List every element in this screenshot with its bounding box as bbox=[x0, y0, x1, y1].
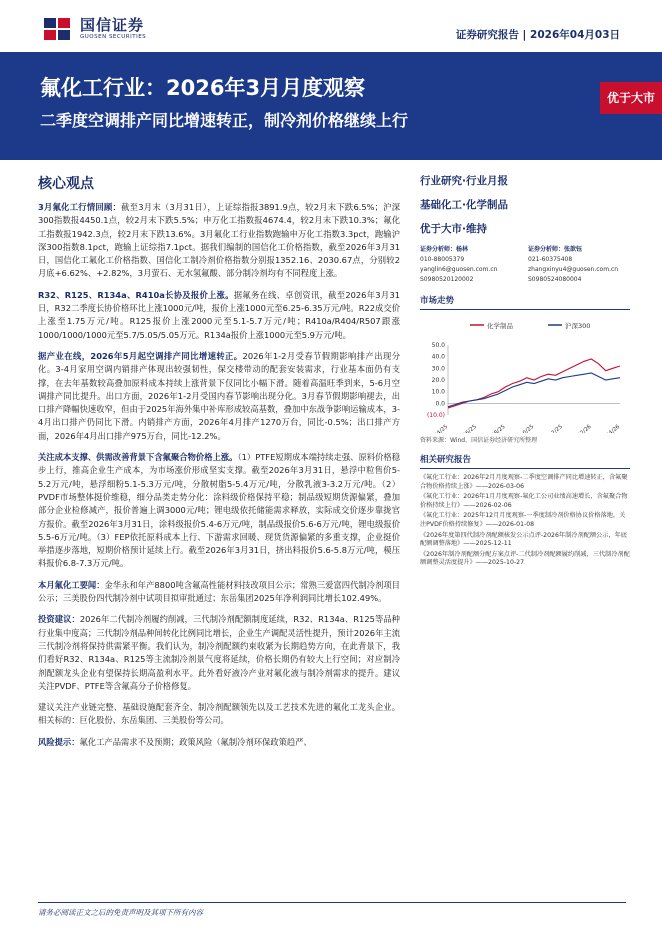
logo bbox=[44, 16, 146, 42]
paragraph-text: 截至3月末（3月31日），上证综指报3891.9点，较2月末下跌6.5%；沪深300指数报4450.1点，较2月末下跌5.5%；申万化工指数报4674.4，较2月末下跌10.3%；氟化工指数报1942.3点，较2月末下跌13.6%。3月氟化工行业指数跑输申万化工指数3.3pct，跑输沪深300指数8.1pct，跑输上证综指7.1pct。据我们编制的国信化工价格指数，截至2026年3月31日，国信化工氟化工价格指数、国信化工制冷剂价格指数分别报1352.16、2030.67点，分别较2月底+6.62%、+2.82%，3月萤石、无水氢氟酸、部分制冷剂均有不同程度上涨。 bbox=[38, 202, 400, 279]
x-tick-label: 06/25 bbox=[461, 423, 478, 433]
paragraph-text: 据氟务在线、卓创资讯，截至2026年3月31日，R32二季度长协价格环比上涨1000元/吨，报价上涨1000元至6.25-6.35万元/吨。R22成交价上涨至1.75万元/吨。R125报价上涨2000元至5.1-5.7万元/吨；R410a/R404/R507跟涨1000/1000/1000元至5.7/5.05/5.05万元。R134a报价上涨1000元至5.9万元/吨。 bbox=[38, 289, 401, 340]
y-tick-label: 40.0 bbox=[431, 353, 445, 361]
series-line-csi300 bbox=[448, 373, 620, 407]
paragraph-lead: R32、R125、R134a、R410a长协及报价上涨。 bbox=[38, 289, 234, 300]
page-title: 氟化工行业：2026年3月月度观察 bbox=[40, 76, 366, 100]
y-tick-label: 0.0 bbox=[435, 400, 445, 408]
related-report-item[interactable]: 《氟化工行业：2025年12月月度观察-一季度制冷剂价格协议价格落地，关注PVDF价格持续修复》——2026-01-08 bbox=[420, 512, 626, 528]
paragraph-lead: 关注成本支撑、供需改善背景下含氟聚合物价格上涨。 bbox=[38, 452, 238, 463]
paragraph-lead: 据产业在线，2026年5月起空调排产同比增速转正。 bbox=[38, 350, 243, 361]
analyst-name: 杨林 bbox=[456, 246, 469, 253]
footer-disclaimer: 请务必阅读正文之后的免责声明及其项下所有内容 bbox=[38, 908, 203, 917]
paragraph-text: 2026年二代制冷剂履约削减，三代制冷剂配额制度延续，R32、R134a、R125等品种行业集中度高；三代制冷剂品种间转化比例同比增长，企业生产调配灵活性提升，预计2026年主流三代制冷剂将保持供需紧平衡。我们认为，制冷剂配额约束收紧为长期趋势方向，在此背景下，我们看好R32、R134a、R125等主流制冷剂景气度将延续，价格长期仍有较大上行空间；对应制冷剂配额龙头企业有望保持长期高盈利水平。此外看好液冷产业对氟化液与制冷剂需求的提升。建议关注PVDF、PTFE等含氟高分子价格修复。 bbox=[38, 614, 400, 691]
report-date: 2026年04月03日 bbox=[530, 29, 620, 41]
market-chart bbox=[420, 315, 630, 433]
analyst-list bbox=[420, 245, 630, 285]
logo-en: GUOSEN SECURITIES bbox=[80, 34, 147, 40]
y-tick-label: 50.0 bbox=[431, 342, 445, 349]
analyst-name: 张歆钰 bbox=[564, 246, 583, 253]
analyst-cert: S0980520120002 bbox=[420, 276, 474, 283]
report-type: 证券研究报告 bbox=[455, 29, 519, 41]
paragraph-text: 建议关注产业链完整、基础设施配套齐全、制冷剂配额领先以及工艺技术先进的氟化工龙头企业。相关标的：巨化股份、东岳集团、三美股份等公司。 bbox=[38, 702, 400, 726]
paragraph-text: 氟化工产品需求不及预期；政策风险（氟制冷剂环保政策趋严、 bbox=[79, 736, 312, 747]
analyst-cert: S0980524080004 bbox=[528, 276, 582, 283]
rating-label: 优于大市·维持 bbox=[420, 223, 487, 235]
legend-label: 沪深300 bbox=[565, 322, 591, 330]
market-chart-svg bbox=[420, 315, 630, 433]
x-tick-label: 04/26 bbox=[605, 423, 622, 433]
y-tick-label: 30.0 bbox=[431, 365, 445, 373]
related-report-item[interactable]: 《氟化工行业：2026年1月月度观察-氟化工公司业绩高速增长，含氟聚合物价格持续上行》——2026-02-06 bbox=[420, 493, 628, 509]
related-list bbox=[420, 474, 630, 568]
paragraph-text: （1）PTFE短期成本端持续走强、原料价格稳步上行，推高企业生产成本，为市场涨价形成坚实支撑。截至2026年3月31日，悬浮中粒售价5-5.2万元/吨，悬浮细粉5.1-5.3万元/吨，分散树脂5-5.4万元/吨，分散乳液3-3.2万元/吨。（2）PVDF市场整体挺价维稳，细分品类走势分化：涂料级价格保持平稳；制品级短期货源偏紧，叠加部分企业检修减产，报价普遍上调3000元/吨；锂电级依托储能需求释放，实际成交价逐步靠拢官方报价。截至2026年3月31日，涂料级报价5.4-6万元/吨，制品级报价5.6-6万元/吨，锂电级报价5.5-6万元/吨。（3）FEP依托原料成本上行、下游需求回暖、现货货源偏紧的多重支撑，企业挺价举措逐步落地，短期价格预计延续上行。截至2026年3月31日，挤出料报价5.6-5.8万元/吨，模压料报价6.8-7.3万元/吨。 bbox=[38, 452, 400, 569]
footer-divider bbox=[38, 902, 626, 903]
analyst-email[interactable]: zhangxinyu4@guosen.com.cn bbox=[528, 266, 619, 273]
core-paragraph bbox=[38, 201, 400, 281]
analyst-card bbox=[528, 245, 630, 285]
paragraph-text: 2026年1-2月受春节假期影响排产出现分化。3-4月家用空调内销排产体现出较强韧性，保交楼带动的配套安装需求，行业基本面仍有支撑，在去年基数较高叠加原料成本持续上涨背景下仅同比小幅下滑。随着高温旺季到来，5-6月空调排产同比提升。出口方面，2026年1-2月受国内春节影响出现分化。3月春节假期影响褪去，出口排产降幅快速收窄，但由于2025年海外集中补库形成较高基数，叠加中东战争影响运输成本，3-4月出口排产仍同比下滑。内销排产方面，2026年4月排产1270万台，同比-0.5%；出口排产方面，2026年4月出口排产975万台，同比-12.2%。 bbox=[38, 350, 401, 441]
rating-badge: 优于大市 bbox=[600, 82, 662, 114]
core-paragraph bbox=[38, 613, 400, 693]
analyst-phone: 021-60375408 bbox=[528, 256, 573, 263]
legend-label: 化学制品 bbox=[487, 322, 513, 330]
related-report-item[interactable]: 《氟化工行业：2026年2月月度观察-二季度空调排产同比增速转正，含氟聚合物价格持续上涨》——2026-03-06 bbox=[420, 474, 628, 490]
title-banner bbox=[0, 52, 662, 160]
x-tick-label: 12/25 bbox=[547, 423, 564, 433]
core-paragraph bbox=[38, 701, 400, 728]
meta-divider: | bbox=[522, 29, 531, 41]
related-title: 相关研究报告 bbox=[420, 453, 630, 469]
core-paragraph bbox=[38, 289, 400, 342]
core-paragraph bbox=[38, 736, 400, 749]
y-tick-label: 20.0 bbox=[431, 377, 445, 384]
market-trend-title: 市场走势 bbox=[420, 294, 630, 310]
sector-label: 基础化工·化学制品 bbox=[420, 199, 508, 211]
x-tick-label: 08/25 bbox=[490, 423, 507, 433]
related-report-item[interactable]: 《2026年度第四代制冷剂配额核发公示点评-2026年制冷剂配额公示，年底配额调整落地》——2025-12-11 bbox=[420, 531, 627, 548]
x-tick-label: 02/26 bbox=[576, 423, 593, 433]
x-tick-label: 04/25 bbox=[433, 423, 450, 433]
industry-label: 行业研究·行业月报 bbox=[420, 175, 508, 187]
logo-cn: 国信证券 bbox=[80, 16, 145, 34]
y-tick-label: 10.0 bbox=[431, 388, 445, 396]
analyst-role: 证券分析师： bbox=[420, 246, 457, 253]
report-meta bbox=[456, 27, 620, 42]
logo-icon bbox=[44, 16, 74, 42]
x-tick-label: 10/25 bbox=[519, 423, 536, 433]
analyst-role: 证券分析师： bbox=[528, 246, 565, 253]
y-tick-label: (10.0) bbox=[426, 412, 445, 419]
core-paragraph bbox=[38, 579, 400, 606]
paragraph-lead: 3月氟化工行情回顾： bbox=[38, 202, 122, 212]
paragraph-text: 金华永和年产8800吨含氟高性能材料技改项目公示；常熟三爱富四代制冷剂项目公示；三美股份四代制冷剂中试项目拟审批通过；东岳集团2025年净利润同比增长102.49%。 bbox=[38, 579, 400, 604]
chart-source: 资料来源：Wind、国信证券经济研究所整理 bbox=[420, 437, 538, 444]
core-paragraph bbox=[38, 451, 400, 571]
paragraph-list bbox=[38, 201, 400, 749]
analyst-phone: 010-88005379 bbox=[420, 256, 465, 263]
sidebar bbox=[420, 173, 630, 570]
core-paragraph bbox=[38, 350, 400, 443]
analyst-email[interactable]: yanglin6@guosen.com.cn bbox=[420, 266, 498, 273]
related-report-item[interactable]: 《2026年制冷剂配额分配方案点评-二代制冷剂配额履约削减，三代制冷剂配额调整灵活度提升》——2025-10-27 bbox=[420, 550, 630, 567]
page-subtitle: 二季度空调排产同比增速转正，制冷剂价格继续上行 bbox=[40, 111, 409, 130]
paragraph-lead: 投资建议： bbox=[38, 614, 80, 625]
page-footer bbox=[0, 902, 662, 936]
paragraph-lead: 风险提示： bbox=[38, 736, 80, 747]
paragraph-lead: 本月氟化工要闻： bbox=[38, 579, 105, 590]
page-header bbox=[0, 0, 662, 52]
core-title: 核心观点 bbox=[38, 176, 94, 192]
core-views bbox=[38, 173, 400, 757]
analyst-card bbox=[420, 245, 522, 285]
